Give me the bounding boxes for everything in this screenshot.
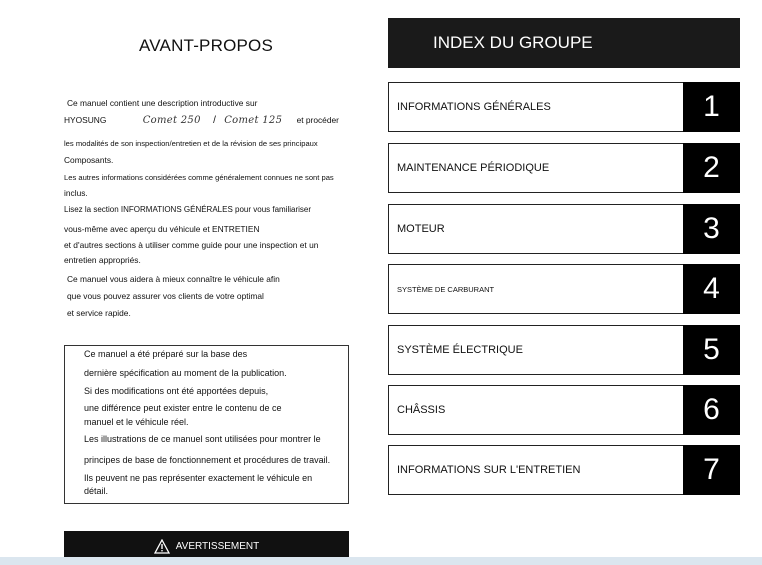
viewer-bottom-edge: [0, 557, 762, 565]
intro-line: et d'autres sections à utiliser comme guide pour une inspection et un: [64, 240, 319, 250]
group-label: MOTEUR: [397, 223, 445, 235]
notice-line: Les illustrations de ce manuel sont utilisées pour montrer le: [84, 434, 321, 444]
group-number: 6: [683, 385, 740, 435]
group-number: 3: [683, 204, 740, 254]
notice-line: Ils peuvent ne pas représenter exactement le véhicule en: [84, 473, 313, 483]
group-number: 5: [683, 325, 740, 375]
intro-line: que vous pouvez assurer vos clients de votre optimal: [67, 291, 264, 301]
foreword-section: [0, 0, 380, 565]
intro-line: Composants.: [64, 155, 114, 165]
group-index-row-1[interactable]: [388, 82, 740, 132]
group-index-row-4[interactable]: [388, 264, 740, 314]
foreword-title: AVANT-PROPOS: [138, 36, 274, 55]
intro-line: Lisez la section INFORMATIONS GÉNÉRALES pour vous familiariser: [64, 205, 312, 214]
model-logo-comet-250: Comet 250: [142, 115, 201, 126]
intro-line: inclus.: [64, 188, 88, 198]
intro-line: vous-même avec aperçu du véhicule et ENTRETIEN: [64, 224, 260, 234]
intro-model-line: [64, 115, 339, 128]
group-label: MAINTENANCE PÉRIODIQUE: [397, 162, 550, 174]
group-index-row-7[interactable]: [388, 445, 740, 495]
group-label: INFORMATIONS GÉNÉRALES: [397, 101, 551, 113]
index-title: INDEX DU GROUPE: [388, 18, 740, 68]
intro-line: et service rapide.: [67, 308, 131, 318]
group-number: 1: [683, 82, 740, 132]
notice-line: Ce manuel a été préparé sur la base des: [84, 349, 248, 359]
notice-line: Si des modifications ont été apportées depuis,: [84, 386, 269, 396]
group-label: CHÂSSIS: [397, 404, 446, 416]
group-index-row-2[interactable]: [388, 143, 740, 193]
notice-line: manuel et le véhicule réel.: [84, 417, 189, 427]
group-index-row-6[interactable]: [388, 385, 740, 435]
notice-line: dernière spécification au moment de la publication.: [84, 368, 287, 378]
notice-line: une différence peut exister entre le contenu de ce: [84, 403, 282, 413]
intro-line: Les autres informations considérées comme généralement connues ne sont pas: [64, 173, 334, 182]
model-logo-comet-125: Comet 125: [224, 115, 283, 126]
intro-line: entretien appropriés.: [64, 255, 141, 265]
intro-line: et procéder: [296, 115, 339, 125]
warning-label: AVERTISSEMENT: [175, 540, 260, 552]
intro-line: Ce manuel vous aidera à mieux connaître le véhicule afin: [67, 274, 280, 284]
notice-line: principes de base de fonctionnement et procédures de travail.: [84, 455, 331, 465]
model-separator: /: [213, 115, 216, 126]
warning-triangle-icon: [154, 539, 170, 554]
group-label: INFORMATIONS SUR L'ENTRETIEN: [397, 464, 581, 476]
group-number: 7: [683, 445, 740, 495]
intro-line: Ce manuel contient une description introductive sur: [67, 98, 258, 108]
group-number: 2: [683, 143, 740, 193]
group-index-row-3[interactable]: [388, 204, 740, 254]
brand-name: HYOSUNG: [64, 115, 107, 125]
group-index-row-5[interactable]: [388, 325, 740, 375]
intro-line: les modalités de son inspection/entretien et de la révision de ses principaux: [64, 139, 318, 148]
notice-box: [64, 345, 349, 504]
group-label: SYSTÈME ÉLECTRIQUE: [397, 344, 523, 356]
group-label: SYSTÈME DE CARBURANT: [397, 284, 495, 294]
notice-line: détail.: [84, 486, 109, 496]
group-number: 4: [683, 264, 740, 314]
